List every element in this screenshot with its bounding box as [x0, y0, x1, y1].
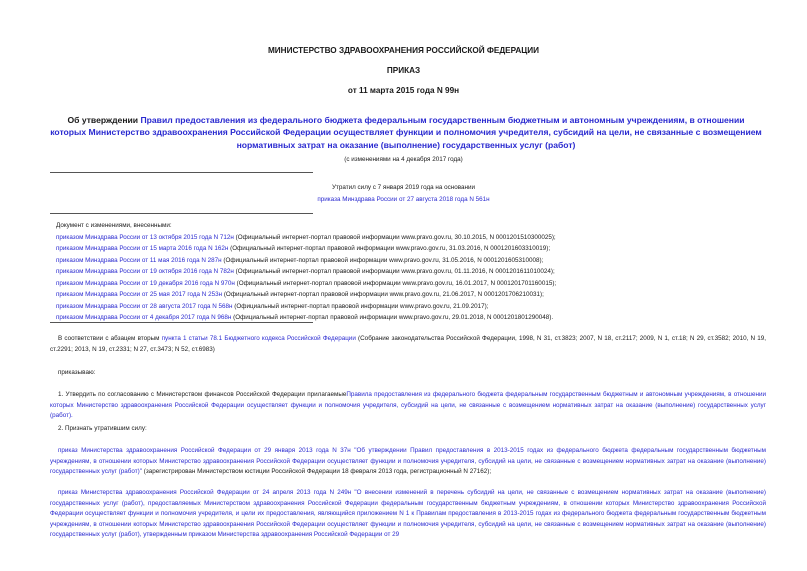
repealed-order-1: [50, 446, 766, 478]
order-verb: приказываю:: [58, 369, 96, 376]
publication-info: (Официальный интернет-портал правовой информации www.pravo.gov.ru, 21.09.2017);: [232, 302, 489, 310]
amending-order-link[interactable]: приказом Минздрава России от 25 мая 2017 года N 253н: [56, 291, 223, 298]
publication-info: (Официальный интернет-портал правовой информации www.pravo.gov.ru, 16.01.2017, N 0001201701160015);: [234, 279, 557, 287]
approved-rules-link[interactable]: Правила предоставления из федерального бюджета федеральным государственным бюджетным и автономным учреждениям, в отношении которых Министерство здравоохранения Российской Федерации осуществляет функции и полномочия учредителя, субсидий на цели, не связанные с возмещением нормативных затрат на оказание (выполнение) государственных услуг (работ).: [50, 391, 766, 420]
list-item: [56, 289, 556, 301]
order-date-number: от 11 марта 2015 года N 99н: [347, 86, 460, 95]
publication-info: (Официальный интернет-портал правовой информации www.pravo.gov.ru, 31.05.2016, N 0001201605310008);: [221, 256, 544, 264]
amending-order-link[interactable]: приказом Минздрава России от 11 мая 2016 года N 287н: [56, 256, 222, 264]
order-heading: ПРИКАЗ: [386, 66, 421, 75]
amending-order-link[interactable]: приказом Минздрава России от 4 декабря 2017 года N 968н: [56, 314, 232, 321]
title-rules-link[interactable]: Правил предоставления из федерального бюджета федеральным государственным бюджетным и автономным учреждениям, в отношении которых Министерство здравоохранения Российской Федерации осуществляет функции и полномочия учредителя, субсидий на цели, не связанные с возмещением нормативных затрат на оказание (выполнение) государственных услуг (работ): [50, 115, 762, 150]
publication-info: (Официальный интернет-портал правовой информации www.pravo.gov.ru, 30.10.2015, N 0001201510300025);: [233, 233, 556, 241]
docs-intro: Документ с изменениями, внесенными:: [56, 222, 172, 229]
list-item: [56, 301, 556, 313]
amending-order-link[interactable]: приказом Минздрава России от 19 декабря 2016 года N 970н: [56, 279, 235, 287]
publication-info: (Официальный интернет-портал правовой информации www.pravo.gov.ru, 01.11.2016, N 0001201611010024);: [233, 268, 555, 275]
divider-top: [50, 172, 313, 173]
clause-2: 2. Признать утратившим силу:: [58, 425, 147, 432]
document-title: [50, 114, 762, 151]
divider-docs-bottom: [50, 322, 313, 323]
ministry-heading: МИНИСТЕРСТВО ЗДРАВООХРАНЕНИЯ РОССИЙСКОЙ ФЕДЕРАЦИИ: [267, 46, 540, 55]
publication-info: (Официальный интернет-портал правовой информации www.pravo.gov.ru, 31.03.2016, N 0001201603310019);: [228, 245, 551, 252]
clause-1: [50, 390, 766, 422]
divider-docs-top: [50, 213, 313, 214]
clause-1-text: 1. Утвердить по согласованию с Министерством финансов Российской Федерации прилагаемые: [58, 391, 347, 398]
registration-info: (зарегистрирован Министерством юстиции Российской Федерации 18 февраля 2013 года, регистрационный N 27162);: [142, 468, 492, 476]
amending-order-link[interactable]: приказом Минздрава России от 15 марта 2016 года N 162н: [56, 245, 229, 252]
amending-order-link[interactable]: приказом Минздрава России от 28 августа 2017 года N 568н: [56, 302, 233, 310]
list-item: [56, 232, 556, 244]
list-item: [56, 243, 556, 255]
title-prefix: Об утверждении: [67, 115, 141, 125]
amending-order-link[interactable]: приказом Минздрава России от 13 октября 2015 года N 712н: [56, 233, 234, 241]
list-item: [56, 255, 556, 267]
publication-info: (Официальный интернет-портал правовой информации www.pravo.gov.ru, 21.06.2017, N 0001201706210031);: [222, 291, 544, 298]
amending-documents-list: [56, 220, 556, 324]
list-item: [56, 266, 556, 278]
repealed-order-link-37n[interactable]: приказ Министерства здравоохранения Российской Федерации от 29 января 2013 года N 37н "Об утверждении Правил предоставления в 2013-2015 годах из федерального бюджета федеральным государственным бюджетным учреждениям, в отношении которых Министерство здравоохранения Российской Федерации осуществляет функции и полномочия учредителя, субсидий на цели, не связанные с возмещением нормативных затрат на оказание (выполнение) государственных услуг (работ)": [50, 447, 766, 476]
preamble-paragraph: [50, 334, 766, 355]
list-item: [56, 278, 556, 290]
publication-info: (Официальный интернет-портал правовой информации www.pravo.gov.ru, 29.01.2018, N 0001201801290048).: [231, 314, 554, 321]
repealed-order-link-249n[interactable]: приказ Министерства здравоохранения Российской Федерации от 24 апреля 2013 года N 249н "О внесении изменений в перечень субсидий на цели, не связанные с возмещением нормативных затрат на оказание (выполнение) государственных услуг (работ), предоставляемых Министерством здравоохранения Российской Федерации федеральным государственным бюджетным учреждениям, в отношении которых Министерство здравоохранения Российской Федерации осуществляет функции и полномочия учредителя, и цели их предоставления, являющийся приложением N 1 к Правилам предоставления в 2013-2015 годах из федерального бюджета федеральным государственным бюджетным учреждениям, в отношении которых Министерство здравоохранения Российской Федерации осуществляет функции и полномочия учредителя, субсидий на цели, не связанные с возмещением нормативных затрат на оказание (выполнение) государственных услуг (работ), утвержденным приказом Министерства здравоохранения Российской Федерации от 29: [50, 489, 766, 539]
preamble-text: В соответствии с абзацем вторым: [58, 335, 162, 342]
amending-order-link[interactable]: приказом Минздрава России от 19 октября 2016 года N 782н: [56, 268, 234, 275]
preamble-citation: (Собрание законодательства Российской Федерации, 1998, N 31, ст.3823; 2007, N 18, ст.2117; 2009, N 1, ст.18; N 29, ст.3582; 2010, N 19, ст.2291; 2013, N 19, ст.2331; N 27, ст.3473; N 52, ст.6983): [50, 335, 767, 353]
budget-code-link[interactable]: пункта 1 статьи 78.1 Бюджетного кодекса Российской Федерации: [161, 335, 356, 342]
amendments-note: (с изменениями на 4 декабря 2017 года): [344, 156, 463, 163]
lost-force-line: Утратил силу с 7 января 2019 года на основании: [331, 184, 476, 191]
lost-force-link[interactable]: приказа Минздрава России от 27 августа 2018 года N 561н: [317, 196, 490, 203]
repealed-order-2: [50, 488, 766, 541]
